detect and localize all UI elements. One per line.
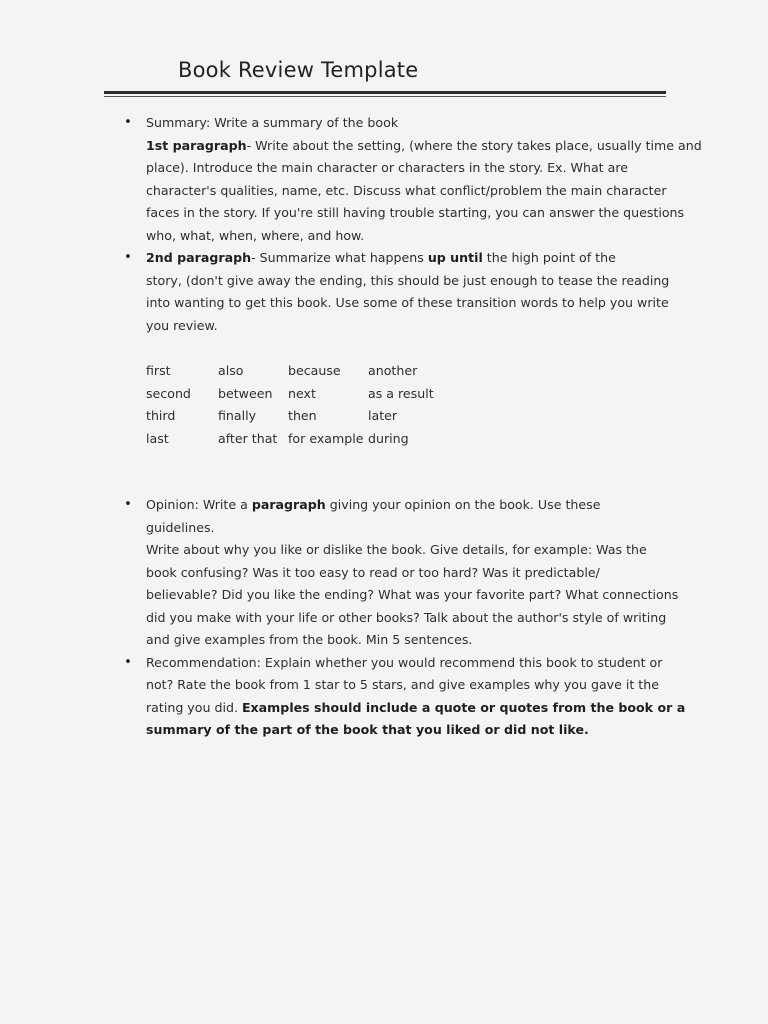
transition-words-row: [146, 360, 448, 383]
second-paragraph-text-line: story, (don't give away the ending, this should be just enough to tease the reading: [146, 272, 670, 288]
transition-word: after that: [218, 430, 278, 446]
document-body: [124, 112, 702, 742]
transition-word: as a result: [368, 385, 434, 401]
summary-heading-line: [146, 112, 666, 135]
title-divider-thick: [104, 91, 666, 94]
transition-word: then: [288, 408, 317, 423]
summary-section: [124, 112, 702, 247]
bullet-icon: •: [124, 497, 132, 512]
transition-word: another: [368, 363, 418, 378]
examples-emphasis-line: summary of the part of the book that you liked or did not like.: [146, 722, 589, 737]
transition-word: last: [146, 430, 169, 446]
second-paragraph-heading-line: [146, 247, 666, 270]
recommendation-heading-line: [146, 652, 666, 675]
opinion-text-line: believable? Did you like the ending? What was your favorite part? What connections: [146, 587, 679, 602]
opinion-section: [124, 494, 679, 652]
first-paragraph-label: 1st paragraph: [146, 137, 247, 153]
page-title: Book Review Template: [178, 58, 419, 82]
recommendation-text-line: [146, 697, 686, 720]
second-paragraph-text-line: you review.: [146, 317, 218, 333]
opinion-text: giving your opinion on the book. Use these: [325, 497, 601, 512]
up-until-emphasis: up until: [427, 250, 483, 265]
transition-word: next: [288, 385, 316, 401]
opinion-heading-line: [146, 494, 666, 517]
second-paragraph-text: - Summarize what happens: [251, 250, 428, 265]
second-paragraph-label: 2nd paragraph: [146, 250, 252, 265]
title-divider-thin: [104, 96, 666, 97]
bullet-icon: •: [124, 250, 132, 265]
recommendation-text: : Explain whether you would recommend this book to student or: [256, 654, 663, 670]
summary-text-line: who, what, when, where, and how.: [146, 227, 365, 243]
transition-word: third: [146, 408, 176, 423]
summary-label: Summary: [146, 115, 206, 130]
opinion-text-line: guidelines.: [146, 519, 215, 535]
summary-text-line: character's qualities, name, etc. Discuss what conflict/problem the main character: [146, 182, 667, 198]
recommendation-text-line: not? Rate the book from 1 star to 5 stars, and give examples why you gave it the: [146, 677, 659, 692]
bullet-icon: •: [124, 115, 132, 130]
recommendation-text: rating you did.: [146, 699, 242, 715]
transition-word: finally: [218, 408, 257, 423]
summary-p1-text: - Write about the setting, (where the story takes place, usually time and: [246, 137, 702, 153]
examples-emphasis: Examples should include a quote or quotes from the book or a: [241, 699, 686, 715]
opinion-label: Opinion: [146, 497, 195, 512]
paragraph-emphasis: paragraph: [251, 497, 326, 512]
transition-word: for example: [288, 430, 364, 446]
summary-text-line: place). Introduce the main character or characters in the story. Ex. What are: [146, 160, 628, 175]
second-paragraph-section: [124, 247, 670, 337]
summary-text-line: faces in the story. If you're still having trouble starting, you can answer the questions: [146, 205, 685, 220]
summary-p1-line: [146, 135, 702, 158]
opinion-text: : Write a: [194, 497, 252, 512]
opinion-text-line: and give examples from the book. Min 5 sentences.: [146, 632, 473, 647]
second-paragraph-text-line: into wanting to get this book. Use some of these transition words to help you write: [146, 295, 669, 310]
recommendation-section: [124, 652, 686, 742]
transition-word: during: [368, 430, 409, 446]
transition-word: later: [368, 408, 398, 423]
bullet-icon: •: [124, 654, 132, 670]
transition-word: first: [146, 363, 171, 378]
second-paragraph-text: the high point of the: [482, 250, 616, 265]
opinion-text-line: did you make with your life or other books? Talk about the author's style of writing: [146, 609, 667, 625]
transition-words-table: [146, 360, 448, 450]
transition-word: second: [146, 385, 191, 401]
transition-words-row: [146, 383, 448, 406]
recommendation-label: Recommendation: [146, 654, 257, 670]
transition-word: also: [218, 363, 244, 378]
transition-word: between: [218, 385, 273, 401]
opinion-text-line: book confusing? Was it too easy to read or too hard? Was it predictable/: [146, 564, 600, 580]
transition-words-row: [146, 405, 448, 428]
transition-word: because: [288, 363, 341, 378]
opinion-text-line: Write about why you like or dislike the book. Give details, for example: Was the: [146, 542, 647, 557]
transition-words-row: [146, 428, 448, 451]
summary-intro: : Write a summary of the book: [205, 115, 399, 130]
